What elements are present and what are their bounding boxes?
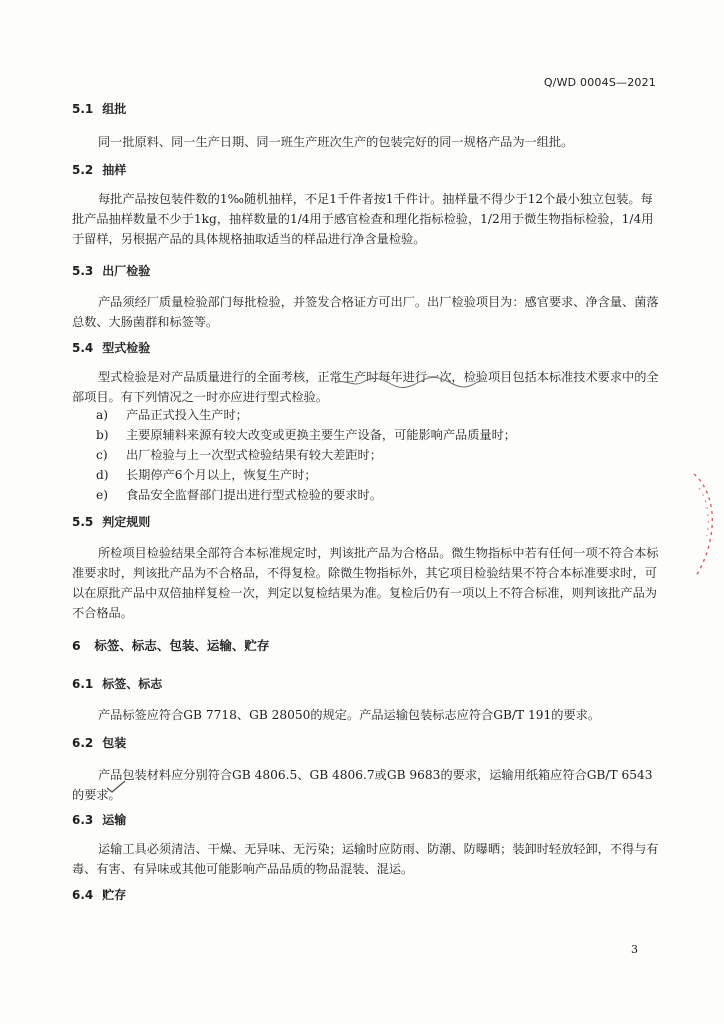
list-item-label: a) bbox=[96, 408, 109, 422]
page-number: 3 bbox=[631, 943, 638, 956]
section-number: 6.1 bbox=[72, 677, 94, 691]
paragraph-text: 产品标签应符合GB 7718、GB 28050的规定。产品运输包装标志应符合GB/T 191的要求。 bbox=[98, 708, 601, 722]
section-number: 5.2 bbox=[72, 163, 94, 177]
section-5-3-heading bbox=[72, 262, 150, 279]
section-title: 判定规则 bbox=[102, 515, 151, 529]
section-6-3-paragraph bbox=[72, 839, 660, 879]
section-title: 标签、标志 bbox=[102, 677, 163, 691]
section-6-4-heading bbox=[72, 886, 126, 903]
section-title: 型式检验 bbox=[102, 341, 151, 355]
section-6-2-heading bbox=[72, 734, 126, 751]
list-item bbox=[96, 485, 382, 505]
section-number: 5.3 bbox=[72, 264, 94, 278]
handwritten-underline-mark bbox=[333, 376, 483, 390]
list-item-text: 长期停产6个月以上，恢复生产时； bbox=[126, 468, 317, 482]
section-title: 组批 bbox=[102, 102, 127, 116]
section-5-2-paragraph bbox=[72, 189, 660, 249]
handwritten-check-mark bbox=[106, 780, 126, 794]
list-item bbox=[96, 445, 382, 465]
paragraph-text: 产品须经厂质量检验部门每批检验，并签发合格证方可出厂。出厂检验项目为：感官要求、净含量、菌落总数、大肠菌群和标签等。 bbox=[72, 295, 659, 329]
paragraph-text: 运输工具必须清洁、干燥、无异味、无污染；运输时应防雨、防潮、防曝晒；装卸时轻放轻卸，不得与有毒、有害、有异味或其他可能影响产品品质的物品混装、混运。 bbox=[72, 842, 659, 876]
red-seal-edge-mark bbox=[690, 470, 720, 580]
paragraph-text: 所检项目检验结果全部符合本标准规定时，判该批产品为合格品。微生物指标中若有任何一项不符合本标准要求时，判该批产品为不合格品，不得复检。除微生物指标外，其它项目检验结果不符合本标准要求时，可以在原批产品中双倍抽样复检一次，判定以复检结果为准。复检后仍有一项以上不符合标准，则判该批产品为不合格品。 bbox=[72, 546, 659, 620]
paragraph-text: 产品包装材料应分别符合GB 4806.5、GB 4806.7或GB 9683的要求，运输用纸箱应符合GB/T 6543的要求。 bbox=[72, 768, 653, 802]
list-item-label: b) bbox=[96, 428, 109, 442]
chapter-title: 标签、标志、包装、运输、贮存 bbox=[94, 638, 270, 653]
list-item-label: e) bbox=[96, 488, 108, 502]
section-5-4-heading bbox=[72, 339, 150, 356]
chapter-6-heading bbox=[72, 636, 269, 654]
section-number: 6.3 bbox=[72, 813, 94, 827]
list-item-text: 产品正式投入生产时； bbox=[126, 408, 248, 422]
section-5-2-heading bbox=[72, 161, 126, 178]
paragraph-text: 同一批原料、同一生产日期、同一班生产班次生产的包装完好的同一规格产品为一组批。 bbox=[98, 135, 574, 149]
section-title: 包装 bbox=[102, 736, 127, 750]
section-5-5-paragraph bbox=[72, 543, 660, 623]
section-title: 贮存 bbox=[102, 888, 127, 902]
list-item-label: c) bbox=[96, 448, 108, 462]
standard-code: Q/WD 0004S—2021 bbox=[543, 76, 656, 89]
section-5-1-paragraph bbox=[72, 132, 660, 152]
list-item bbox=[96, 465, 317, 485]
section-5-3-paragraph bbox=[72, 292, 660, 332]
paragraph-text: 型式检验是对产品质量进行的全面考核，正常生产时每年进行一次，检验项目包括本标准技术要求中的全部项目。有下列情况之一时亦应进行型式检验。 bbox=[72, 370, 659, 404]
section-6-1-paragraph bbox=[72, 705, 660, 725]
section-title: 抽样 bbox=[102, 163, 127, 177]
paragraph-text: 每批产品按包装件数的1‰随机抽样，不足1千件者按1千件计。抽样量不得少于12个最小独立包装。每批产品抽样数量不少于1kg，抽样数量的1/4用于感官检查和理化指标检验，1/2用于微生物指标检验，1/4用于留样，另根据产品的具体规格抽取适当的样品进行净含量检验。 bbox=[72, 192, 654, 246]
list-item-label: d) bbox=[96, 468, 109, 482]
section-title: 出厂检验 bbox=[102, 264, 151, 278]
section-5-1-heading bbox=[72, 100, 126, 117]
section-number: 6.4 bbox=[72, 888, 94, 902]
list-item bbox=[96, 425, 516, 445]
list-item-text: 出厂检验与上一次型式检验结果有较大差距时； bbox=[126, 448, 382, 462]
section-6-1-heading bbox=[72, 675, 162, 692]
section-number: 5.5 bbox=[72, 515, 94, 529]
list-item-text: 主要原辅料来源有较大改变或更换主要生产设备，可能影响产品质量时； bbox=[126, 428, 516, 442]
chapter-number: 6 bbox=[72, 638, 81, 653]
section-6-3-heading bbox=[72, 811, 126, 828]
section-6-2-paragraph bbox=[72, 765, 660, 805]
list-item bbox=[96, 405, 248, 425]
section-5-5-heading bbox=[72, 513, 150, 530]
section-number: 5.4 bbox=[72, 341, 94, 355]
section-number: 6.2 bbox=[72, 736, 94, 750]
section-number: 5.1 bbox=[72, 102, 94, 116]
section-title: 运输 bbox=[102, 813, 127, 827]
list-item-text: 食品安全监督部门提出进行型式检验的要求时。 bbox=[126, 488, 382, 502]
